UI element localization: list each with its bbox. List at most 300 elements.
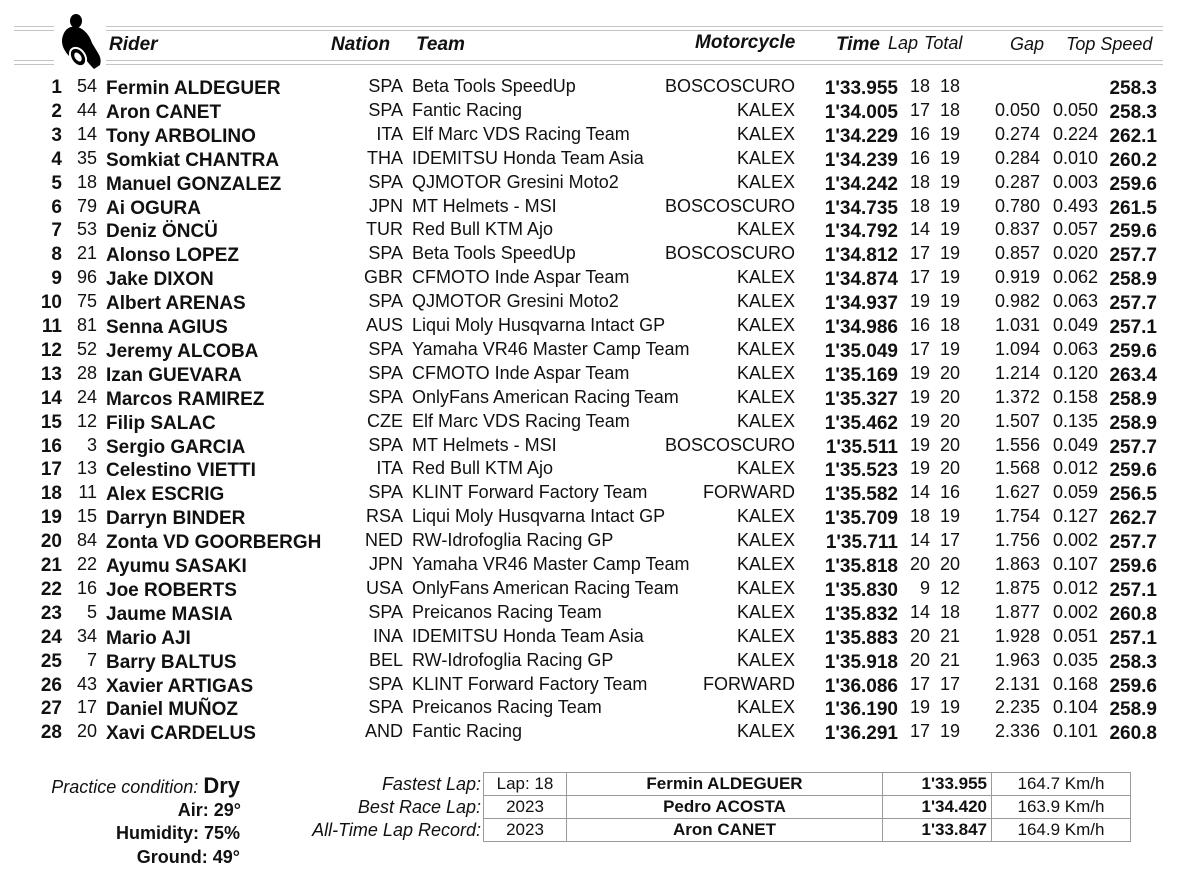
rider-name: Xavier ARTIGAS xyxy=(106,675,254,697)
motorcycle: KALEX xyxy=(736,601,795,622)
table-row xyxy=(0,554,1200,578)
nation: CZE xyxy=(367,410,403,431)
rider-name: Alonso LOPEZ xyxy=(106,245,239,267)
top-speed: 257.1 xyxy=(1109,579,1157,601)
team: RW-Idrofoglia Racing GP xyxy=(412,649,614,670)
top-speed: 258.9 xyxy=(1109,269,1157,291)
gap-to-first: 1.031 xyxy=(994,315,1040,335)
position: 2 xyxy=(51,100,62,122)
top-speed: 258.3 xyxy=(1109,101,1157,123)
rider-name: Xavi CARDELUS xyxy=(106,723,256,745)
gap-to-previous: 0.224 xyxy=(1052,123,1098,144)
nation: SPA xyxy=(368,434,403,455)
lap-time: 1'34.735 xyxy=(824,197,898,219)
position: 12 xyxy=(40,339,62,361)
team: MT Helmets - MSI xyxy=(412,195,557,216)
position: 9 xyxy=(51,268,62,290)
record-lap: 2023 xyxy=(484,796,567,819)
rider-name: Joe ROBERTS xyxy=(106,579,237,601)
records-table xyxy=(483,772,1131,842)
lap-time: 1'34.986 xyxy=(824,317,898,338)
top-speed: 260.8 xyxy=(1109,603,1157,625)
nation: JPN xyxy=(368,554,403,574)
table-row xyxy=(0,674,1200,698)
record-speed: 164.9 Km/h xyxy=(992,819,1131,842)
best-lap-number: 19 xyxy=(909,386,930,407)
motorcycle-rider-icon xyxy=(54,13,106,73)
team: IDEMITSU Honda Team Asia xyxy=(412,147,644,168)
gap-to-first: 0.287 xyxy=(994,171,1040,192)
gap-to-first: 1.928 xyxy=(994,625,1040,646)
best-lap-number: 9 xyxy=(919,577,930,598)
total-laps: 20 xyxy=(939,362,960,383)
nation: SPA xyxy=(368,76,403,96)
lap-time: 1'34.874 xyxy=(824,269,898,291)
motorcycle: KALEX xyxy=(736,410,795,431)
gap-to-previous: 0.010 xyxy=(1052,147,1098,168)
lap-time: 1'34.239 xyxy=(824,149,898,171)
position: 20 xyxy=(40,531,62,553)
gap-to-first: 1.877 xyxy=(994,601,1040,622)
humidity: Humidity: 75% xyxy=(115,823,240,843)
gap-to-previous: 0.120 xyxy=(1052,362,1098,383)
record-time: 1'33.847 xyxy=(883,819,992,842)
rider-number: 12 xyxy=(76,410,97,431)
lap-time: 1'35.711 xyxy=(825,532,898,554)
lap-time: 1'34.229 xyxy=(824,125,898,147)
gap-to-previous: 0.002 xyxy=(1052,530,1098,551)
gap-to-previous: 0.063 xyxy=(1052,338,1098,359)
motorcycle: KALEX xyxy=(736,147,795,168)
motorcycle: KALEX xyxy=(736,721,795,742)
table-row xyxy=(0,530,1200,554)
lap-time: 1'34.812 xyxy=(824,245,898,267)
table-row xyxy=(0,458,1200,482)
motorcycle: BOSCOSCURO xyxy=(664,195,795,216)
top-speed: 258.9 xyxy=(1109,412,1157,434)
record-rider: Fermin ALDEGUER xyxy=(567,773,883,796)
team: OnlyFans American Racing Team xyxy=(412,386,679,407)
position: 1 xyxy=(51,77,62,98)
nation: USA xyxy=(365,577,403,598)
total-laps: 21 xyxy=(939,649,960,670)
total-laps: 19 xyxy=(939,123,960,144)
gap-to-previous: 0.107 xyxy=(1052,554,1098,574)
top-speed: 256.5 xyxy=(1109,484,1157,506)
gap-to-previous: 0.003 xyxy=(1052,171,1098,192)
table-row xyxy=(0,650,1200,674)
gap-to-first: 1.094 xyxy=(994,338,1040,359)
nation: BEL xyxy=(368,649,403,670)
rider-name: Izan GUEVARA xyxy=(106,364,242,386)
rider-name: Somkiat CHANTRA xyxy=(106,149,280,171)
lap-time: 1'33.955 xyxy=(824,78,898,99)
rider-name: Fermin ALDEGUER xyxy=(106,78,281,99)
table-row xyxy=(0,219,1200,243)
table-row xyxy=(0,363,1200,387)
rider-number: 53 xyxy=(76,219,97,240)
position: 22 xyxy=(40,578,62,600)
table-row xyxy=(0,578,1200,602)
motorcycle: KALEX xyxy=(736,386,795,407)
rider-name: Filip SALAC xyxy=(106,412,216,434)
position: 27 xyxy=(40,698,62,720)
total-laps: 17 xyxy=(939,673,960,694)
gap-to-previous: 0.012 xyxy=(1052,577,1098,598)
team: Yamaha VR46 Master Camp Team xyxy=(412,554,690,574)
gap-to-previous: 0.062 xyxy=(1052,267,1098,288)
rider-number: 75 xyxy=(76,291,97,312)
total-laps: 18 xyxy=(939,601,960,622)
team: IDEMITSU Honda Team Asia xyxy=(412,625,644,646)
total-laps: 19 xyxy=(939,243,960,264)
team: Liqui Moly Husqvarna Intact GP xyxy=(412,506,666,527)
top-speed: 259.6 xyxy=(1109,340,1157,362)
rider-name: Manuel GONZALEZ xyxy=(106,173,282,195)
header-rule-top-2 xyxy=(14,30,1163,31)
record-speed: 164.7 Km/h xyxy=(992,773,1131,796)
lap-time: 1'35.830 xyxy=(824,579,898,601)
lap-time: 1'35.169 xyxy=(824,364,898,386)
gap-to-previous: 0.020 xyxy=(1052,243,1098,264)
motorcycle: KALEX xyxy=(736,219,795,240)
team: Elf Marc VDS Racing Team xyxy=(412,123,630,144)
gap-to-first: 0.837 xyxy=(994,219,1040,240)
nation: SPA xyxy=(368,338,403,359)
table-row xyxy=(0,602,1200,626)
top-speed: 262.7 xyxy=(1109,508,1157,530)
team: Preicanos Racing Team xyxy=(412,601,602,622)
top-speed: 262.1 xyxy=(1109,125,1157,147)
header-rule-bottom-2 xyxy=(14,64,1163,65)
best-lap-number: 19 xyxy=(909,291,930,312)
position: 23 xyxy=(40,602,62,624)
record-row-fastest-lap xyxy=(484,773,1131,796)
position: 10 xyxy=(40,292,62,314)
motorcycle: KALEX xyxy=(736,530,795,551)
rider-number: 11 xyxy=(78,482,97,503)
rider-name: Ayumu SASAKI xyxy=(106,556,247,577)
team: CFMOTO Inde Aspar Team xyxy=(412,362,630,383)
best-lap-number: 18 xyxy=(909,76,930,96)
rider-number: 5 xyxy=(86,601,97,622)
total-laps: 17 xyxy=(939,530,960,551)
total-laps: 20 xyxy=(939,434,960,455)
rider-name: Jaume MASIA xyxy=(106,603,233,625)
gap-to-previous: 0.059 xyxy=(1052,482,1098,503)
lap-time: 1'35.327 xyxy=(824,388,898,410)
gap-to-first: 1.754 xyxy=(994,506,1040,527)
gap-to-first: 1.372 xyxy=(994,386,1040,407)
total-laps: 19 xyxy=(939,147,960,168)
record-time: 1'33.955 xyxy=(883,773,992,796)
gap-to-first: 2.131 xyxy=(994,673,1040,694)
nation: INA xyxy=(372,625,403,646)
top-speed: 257.7 xyxy=(1109,245,1157,267)
rider-number: 13 xyxy=(76,458,97,479)
position: 3 xyxy=(51,124,62,146)
gap-to-first: 0.274 xyxy=(994,123,1040,144)
team: Beta Tools SpeedUp xyxy=(412,76,576,96)
total-laps: 19 xyxy=(939,195,960,216)
best-lap-number: 17 xyxy=(909,99,930,120)
gap-to-previous: 0.135 xyxy=(1052,410,1098,431)
best-lap-number: 16 xyxy=(909,123,930,144)
record-lap: 2023 xyxy=(484,819,567,842)
nation: SPA xyxy=(368,386,403,407)
gap-to-first: 1.963 xyxy=(994,649,1040,670)
total-laps: 20 xyxy=(939,458,960,479)
gap-to-previous: 0.101 xyxy=(1052,721,1098,742)
total-laps: 19 xyxy=(939,697,960,718)
gap-to-previous: 0.049 xyxy=(1052,315,1098,335)
team: KLINT Forward Factory Team xyxy=(412,673,648,694)
gap-to-previous: 0.051 xyxy=(1052,625,1098,646)
gap-to-previous: 0.168 xyxy=(1052,673,1098,694)
table-row xyxy=(0,196,1200,220)
position: 21 xyxy=(40,555,62,576)
total-laps: 20 xyxy=(939,410,960,431)
air-temperature: Air: 29° xyxy=(177,800,241,820)
rider-name: Ai OGURA xyxy=(106,197,201,219)
nation: ITA xyxy=(376,458,403,479)
practice-condition-value: Dry xyxy=(203,773,240,798)
best-lap-number: 14 xyxy=(909,601,930,622)
best-lap-number: 20 xyxy=(909,625,930,646)
rider-number: 14 xyxy=(76,123,97,144)
gap-to-previous: 0.002 xyxy=(1052,601,1098,622)
rider-name: Deniz ÖNCÜ xyxy=(106,221,218,243)
position: 24 xyxy=(40,626,62,648)
rider-number: 52 xyxy=(76,338,97,359)
total-laps: 18 xyxy=(939,99,960,120)
team: RW-Idrofoglia Racing GP xyxy=(412,530,614,551)
total-laps: 18 xyxy=(939,76,960,96)
nation: GBR xyxy=(363,267,403,288)
top-speed: 257.7 xyxy=(1109,293,1157,315)
gap-to-first: 0.050 xyxy=(994,99,1040,120)
rider-number: 7 xyxy=(86,649,97,670)
team: Liqui Moly Husqvarna Intact GP xyxy=(412,315,666,335)
gap-to-first: 0.780 xyxy=(994,195,1040,216)
record-label-all-time: All-Time Lap Record: xyxy=(312,820,481,840)
table-row xyxy=(0,387,1200,411)
best-lap-number: 19 xyxy=(909,362,930,383)
table-row xyxy=(0,76,1200,100)
column-header-motorcycle: Motorcycle xyxy=(695,32,796,53)
motorcycle: KALEX xyxy=(736,123,795,144)
best-lap-number: 19 xyxy=(909,697,930,718)
position: 19 xyxy=(40,507,62,529)
team: Red Bull KTM Ajo xyxy=(412,219,554,240)
lap-time: 1'35.511 xyxy=(825,436,898,458)
nation: TUR xyxy=(366,219,403,240)
lap-time: 1'35.582 xyxy=(824,484,898,506)
table-row xyxy=(0,721,1200,745)
column-header-total: Total xyxy=(924,33,963,53)
motorcycle: KALEX xyxy=(736,625,795,646)
team: QJMOTOR Gresini Moto2 xyxy=(412,291,619,312)
lap-time: 1'35.709 xyxy=(824,508,898,530)
best-lap-number: 18 xyxy=(909,171,930,192)
lap-time: 1'34.792 xyxy=(824,221,898,243)
motorcycle: FORWARD xyxy=(703,673,795,694)
nation: SPA xyxy=(368,171,403,192)
gap-to-first: 1.627 xyxy=(994,482,1040,503)
position: 11 xyxy=(41,316,62,337)
team: Red Bull KTM Ajo xyxy=(412,458,554,479)
total-laps: 20 xyxy=(939,386,960,407)
record-rider: Aron CANET xyxy=(567,819,883,842)
team: Elf Marc VDS Racing Team xyxy=(412,410,630,431)
motorcycle: FORWARD xyxy=(703,482,795,503)
best-lap-number: 20 xyxy=(909,649,930,670)
lap-time: 1'36.086 xyxy=(824,675,898,697)
top-speed: 258.3 xyxy=(1109,651,1157,673)
gap-to-first: 1.507 xyxy=(994,410,1040,431)
motorcycle: KALEX xyxy=(736,338,795,359)
nation: SPA xyxy=(368,482,403,503)
rider-name: Albert ARENAS xyxy=(106,293,246,315)
nation: SPA xyxy=(368,362,403,383)
best-lap-number: 14 xyxy=(909,219,930,240)
record-label-fastest-lap: Fastest Lap: xyxy=(381,774,481,794)
nation: SPA xyxy=(368,243,403,264)
rider-number: 81 xyxy=(76,315,97,335)
rider-name: Zonta VD GOORBERGH xyxy=(106,532,322,554)
motorcycle: KALEX xyxy=(736,697,795,718)
rider-name: Jeremy ALCOBA xyxy=(106,340,259,362)
total-laps: 19 xyxy=(939,219,960,240)
motorcycle: BOSCOSCURO xyxy=(664,76,795,96)
nation: AND xyxy=(364,721,403,742)
total-laps: 19 xyxy=(939,506,960,527)
gap-to-previous: 0.127 xyxy=(1052,506,1098,527)
rider-number: 21 xyxy=(76,243,97,264)
gap-to-previous: 0.035 xyxy=(1052,649,1098,670)
rider-number: 16 xyxy=(76,577,97,598)
nation: AUS xyxy=(365,315,403,335)
rider-name: Barry BALTUS xyxy=(106,651,237,673)
team: Fantic Racing xyxy=(412,721,523,742)
column-header-rider: Rider xyxy=(109,34,158,55)
team: CFMOTO Inde Aspar Team xyxy=(412,267,630,288)
rider-name: Senna AGIUS xyxy=(106,317,228,338)
rider-number: 34 xyxy=(76,625,97,646)
team: Preicanos Racing Team xyxy=(412,697,602,718)
total-laps: 12 xyxy=(939,577,960,598)
best-lap-number: 18 xyxy=(909,506,930,527)
team: Yamaha VR46 Master Camp Team xyxy=(412,338,690,359)
gap-to-first: 2.336 xyxy=(994,721,1040,742)
team: KLINT Forward Factory Team xyxy=(412,482,648,503)
lap-time: 1'35.832 xyxy=(824,603,898,625)
record-row-best-race-lap xyxy=(484,796,1131,819)
gap-to-first: 1.568 xyxy=(994,458,1040,479)
motorcycle: KALEX xyxy=(736,291,795,312)
motorcycle: KALEX xyxy=(736,458,795,479)
nation: SPA xyxy=(368,99,403,120)
best-lap-number: 16 xyxy=(909,315,930,335)
best-lap-number: 17 xyxy=(909,267,930,288)
team: Fantic Racing xyxy=(412,99,523,120)
motorcycle: KALEX xyxy=(736,554,795,574)
gap-to-first: 0.919 xyxy=(994,267,1040,288)
rider-name: Sergio GARCIA xyxy=(106,436,246,458)
rider-number: 20 xyxy=(76,721,97,742)
rider-number: 43 xyxy=(76,673,97,694)
nation: SPA xyxy=(368,291,403,312)
total-laps: 19 xyxy=(939,171,960,192)
nation: THA xyxy=(367,147,403,168)
top-speed: 261.5 xyxy=(1109,197,1157,219)
top-speed: 257.1 xyxy=(1109,627,1157,649)
rider-number: 84 xyxy=(76,530,97,551)
total-laps: 16 xyxy=(939,482,960,503)
table-row xyxy=(0,124,1200,148)
gap-to-first: 1.875 xyxy=(994,577,1040,598)
gap-to-first: 1.863 xyxy=(994,554,1040,574)
total-laps: 19 xyxy=(939,267,960,288)
table-row xyxy=(0,435,1200,459)
best-lap-number: 17 xyxy=(909,338,930,359)
rider-name: Daniel MUÑOZ xyxy=(106,699,238,721)
lap-time: 1'35.523 xyxy=(824,460,898,482)
motorcycle: KALEX xyxy=(736,577,795,598)
rider-number: 24 xyxy=(76,386,97,407)
lap-time: 1'34.242 xyxy=(824,173,898,195)
top-speed: 259.6 xyxy=(1109,173,1157,195)
lap-time: 1'35.918 xyxy=(824,651,898,673)
column-header-time: Time xyxy=(836,34,881,55)
total-laps: 21 xyxy=(939,625,960,646)
practice-condition xyxy=(51,773,240,799)
table-row xyxy=(0,291,1200,315)
total-laps: 20 xyxy=(939,554,960,574)
gap-to-previous: 0.063 xyxy=(1052,291,1098,312)
motorcycle: BOSCOSCURO xyxy=(664,434,795,455)
rider-number: 15 xyxy=(76,506,97,527)
best-lap-number: 17 xyxy=(909,673,930,694)
rider-number: 35 xyxy=(76,147,97,168)
team: MT Helmets - MSI xyxy=(412,434,557,455)
position: 13 xyxy=(40,363,62,385)
total-laps: 18 xyxy=(939,315,960,335)
nation: NED xyxy=(364,530,403,551)
motorcycle: KALEX xyxy=(736,362,795,383)
rider-number: 3 xyxy=(86,434,97,455)
table-row xyxy=(0,315,1200,339)
rider-number: 79 xyxy=(76,195,97,216)
top-speed: 259.6 xyxy=(1109,675,1157,697)
rider-number: 54 xyxy=(76,76,97,96)
team: Beta Tools SpeedUp xyxy=(412,243,576,264)
position: 14 xyxy=(40,387,62,409)
column-header-gap: Gap xyxy=(1010,34,1045,54)
best-lap-number: 18 xyxy=(909,195,930,216)
top-speed: 260.2 xyxy=(1109,149,1157,171)
nation: ITA xyxy=(376,123,403,144)
gap-to-previous: 0.057 xyxy=(1052,219,1098,240)
position: 17 xyxy=(40,459,62,481)
table-row xyxy=(0,697,1200,721)
best-lap-number: 19 xyxy=(909,434,930,455)
total-laps: 19 xyxy=(939,338,960,359)
column-header-nation: Nation xyxy=(331,34,391,55)
top-speed: 259.6 xyxy=(1109,460,1157,482)
practice-condition-label: Practice condition: xyxy=(51,777,199,797)
gap-to-first: 2.235 xyxy=(994,697,1040,718)
